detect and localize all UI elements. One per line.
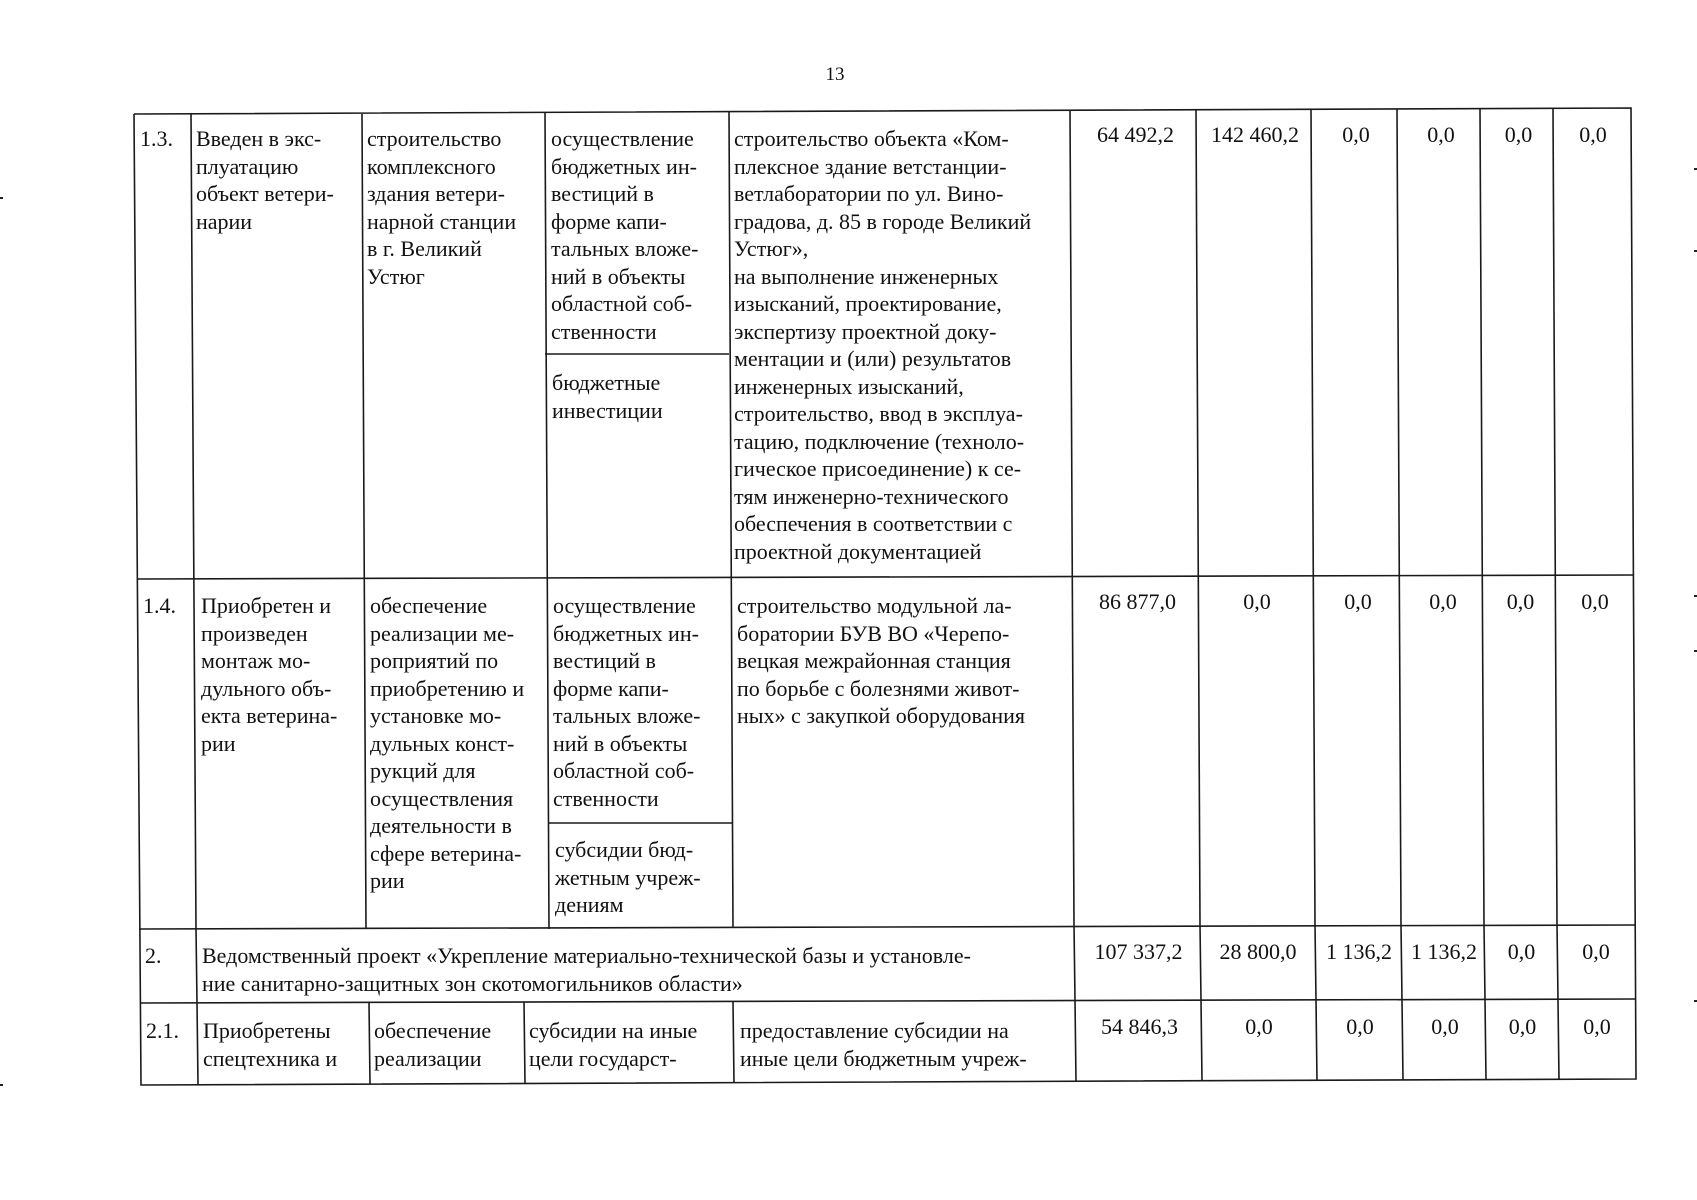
value-cell: 0,0 <box>1245 1014 1273 1039</box>
type-cell: осуществление бюджетных ин- вестиций в форме капи- тальных вложе- ний в объекты областной соб- ственности <box>551 126 699 344</box>
value-cell: 86 877,0 <box>1099 589 1176 614</box>
value-cell: 54 846,3 <box>1101 1014 1178 1039</box>
value-cell: 0,0 <box>1582 939 1610 964</box>
value-cell: 0,0 <box>1504 122 1533 147</box>
event-cell: строительство комплексного здания ветери- нарной станции в г. Великий Устюг <box>367 126 517 289</box>
description-cell: строительство модульной ла- боратории БУВ ВО «Черепо- вецкая межрайонная станция по борьбе с болезнями живот- ных» с закупкой оборудования <box>737 593 1026 728</box>
value-cell: 1 136,2 <box>1411 939 1477 964</box>
row-number: 1.3. <box>140 126 173 151</box>
result-cell: Приобретен и произведен монтаж мо- дульного объ- екта ветерина- рии <box>201 593 338 756</box>
value-cell: 0,0 <box>1243 589 1271 614</box>
result-cell: Введен в экс- плуатацию объект ветери- нарии <box>196 126 334 234</box>
value-cell: 0,0 <box>1507 939 1536 964</box>
row-number: 2. <box>145 943 162 968</box>
value-cell: 0,0 <box>1344 589 1372 614</box>
value-cell: 107 337,2 <box>1094 939 1183 964</box>
value-cell: 0,0 <box>1429 589 1457 614</box>
project-title-cell: Ведомственный проект «Укрепление материально-технической базы и установле- ние санитарно-защитных зон скотомогильников области» <box>202 943 971 996</box>
result-cell: Приобретены спецтехника и <box>203 1018 338 1071</box>
value-cell: 0,0 <box>1342 122 1370 147</box>
type-subcell: субсидии бюд- жетным учреж- дениям <box>555 837 701 917</box>
type-cell: субсидии на иные цели государст- <box>529 1018 698 1071</box>
row-number: 2.1. <box>146 1018 179 1043</box>
value-cell: 0,0 <box>1506 589 1535 614</box>
description-cell: предоставление субсидии на иные цели бюджетным учреж- <box>740 1018 1027 1071</box>
row-number: 1.4. <box>143 593 176 618</box>
value-cell: 0,0 <box>1346 1014 1374 1039</box>
event-cell: обеспечение реализации <box>374 1018 492 1071</box>
value-cell: 0,0 <box>1581 589 1609 614</box>
value-cell: 1 136,2 <box>1326 939 1392 964</box>
value-cell: 0,0 <box>1508 1014 1537 1039</box>
value-cell: 64 492,2 <box>1097 122 1174 147</box>
value-cell: 28 800,0 <box>1219 939 1297 964</box>
value-cell: 0,0 <box>1431 1014 1459 1039</box>
margin-tick <box>0 1084 3 1086</box>
value-cell: 142 460,2 <box>1211 122 1299 147</box>
page-number: 13 <box>825 64 845 85</box>
type-subcell: бюджетные инвестиции <box>552 370 663 423</box>
margin-tick <box>0 197 3 199</box>
description-cell: строительство объекта «Ком- плексное здание ветстанции- ветлаборатории по ул. Вино- градова, д. 85 в городе Великий Устюг», на выполнение инженерных изысканий, проектирование, экспертизу проектной доку- ментации и (или) результатов инженерных изысканий, строительство, ввод в эксплуа- тацию, подключение (техноло- гическое присоединение) к се- тям инженерно-технического обеспечения в соответствии с проектной документацией <box>734 126 1032 564</box>
value-cell: 0,0 <box>1579 122 1607 147</box>
type-cell: осуществление бюджетных ин- вестиций в форме капи- тальных вложе- ний в объекты областной соб- ственности <box>553 593 701 811</box>
event-cell: обеспечение реализации ме- роприятий по приобретению и установке мо- дульных конст- рукций для осуществления деятельности в сфере ветерина- рии <box>370 593 525 893</box>
value-cell: 0,0 <box>1427 122 1455 147</box>
value-cell: 0,0 <box>1583 1014 1611 1039</box>
